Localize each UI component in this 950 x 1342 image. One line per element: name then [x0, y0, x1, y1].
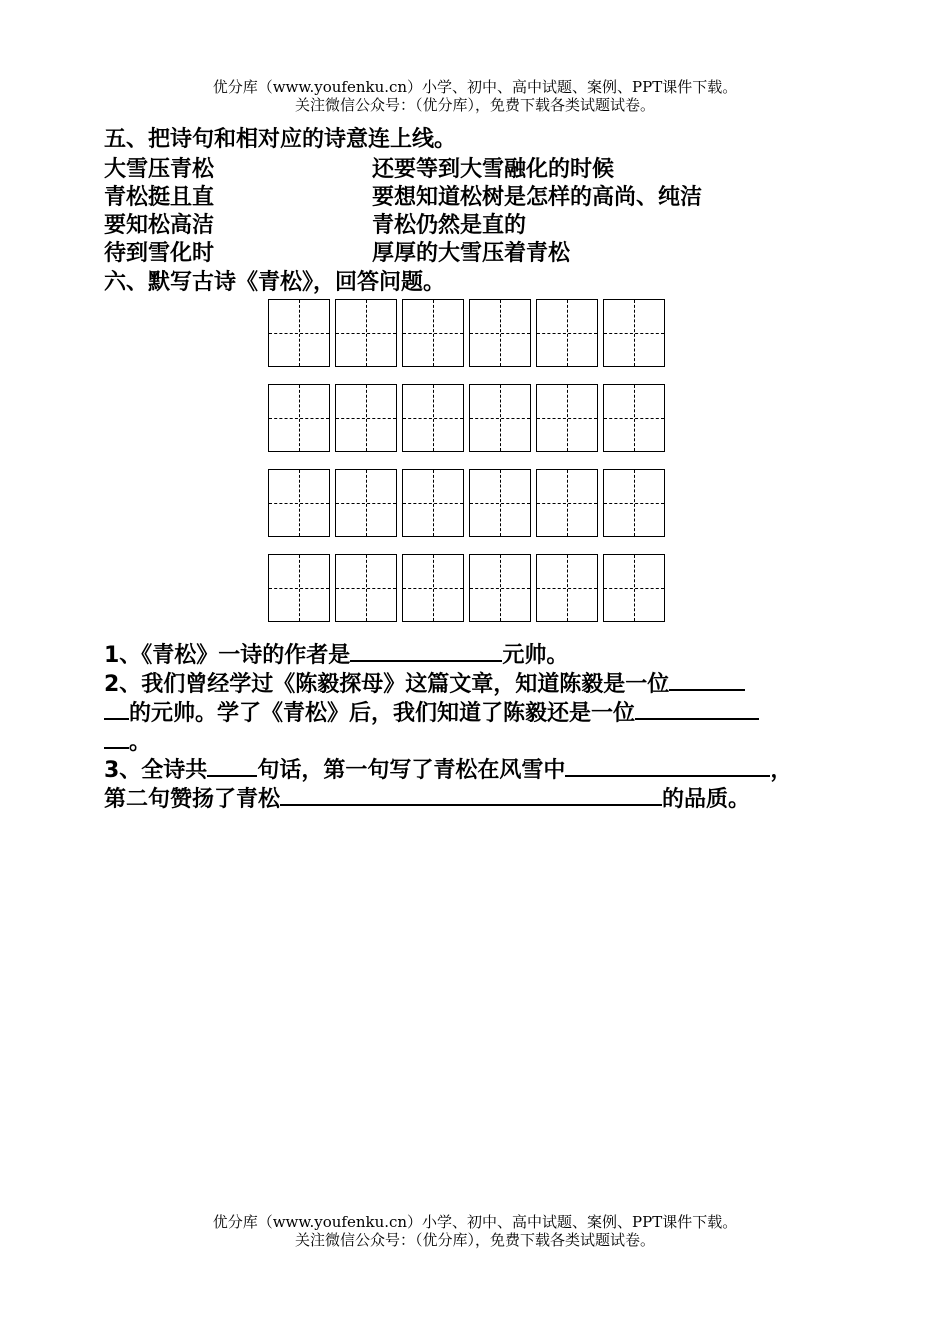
writing-cell[interactable]	[335, 554, 397, 622]
question-3-line-2	[104, 782, 750, 814]
writing-grid	[268, 299, 665, 639]
meaning-right-3: 青松仍然是直的	[372, 213, 527, 238]
writing-cell[interactable]	[335, 469, 397, 537]
writing-cell[interactable]	[469, 554, 531, 622]
q3-text-a: 3、全诗共	[104, 758, 208, 783]
grid-row	[268, 469, 665, 537]
footer-line-1: 优分库（www.youfenku.cn）小学、初中、高中试题、案例、PPT课件下载。	[212, 1213, 738, 1231]
writing-cell[interactable]	[268, 299, 330, 367]
header-line-1: 优分库（www.youfenku.cn）小学、初中、高中试题、案例、PPT课件下载。	[212, 78, 738, 96]
grid-row	[268, 384, 665, 452]
page-footer	[0, 1213, 950, 1249]
writing-cell[interactable]	[536, 384, 598, 452]
poem-line-left-3: 要知松高洁	[104, 213, 215, 238]
q1-text-b: 元帅。	[502, 643, 569, 668]
writing-cell[interactable]	[469, 299, 531, 367]
grid-row	[268, 554, 665, 622]
writing-cell[interactable]	[268, 469, 330, 537]
header-line-2: 关注微信公众号：（优分库），免费下载各类试题试卷。	[294, 96, 655, 114]
question-1	[104, 638, 568, 670]
page-header	[0, 78, 950, 114]
writing-cell[interactable]	[268, 384, 330, 452]
writing-cell[interactable]	[536, 299, 598, 367]
q2-text-a: 2、我们曾经学过《陈毅探母》这篇文章，知道陈毅是一位	[104, 672, 670, 697]
q3-answer-blank-2[interactable]	[565, 753, 770, 777]
writing-cell[interactable]	[335, 299, 397, 367]
section6-title: 六、默写古诗《青松》，回答问题。	[104, 270, 446, 295]
writing-cell[interactable]	[603, 384, 665, 452]
q3-text-d: 第二句赞扬了青松	[104, 787, 281, 812]
q3-text-c: ，	[770, 758, 793, 783]
q1-answer-blank[interactable]	[350, 638, 502, 662]
writing-cell[interactable]	[335, 384, 397, 452]
writing-cell[interactable]	[603, 299, 665, 367]
writing-cell[interactable]	[469, 469, 531, 537]
q3-answer-blank-3[interactable]	[280, 782, 662, 806]
writing-cell[interactable]	[402, 384, 464, 452]
poem-line-left-2: 青松挺且直	[104, 185, 215, 210]
writing-cell[interactable]	[603, 469, 665, 537]
writing-cell[interactable]	[402, 469, 464, 537]
q3-answer-blank-1[interactable]	[207, 753, 257, 777]
footer-line-2: 关注微信公众号：（优分库），免费下载各类试题试卷。	[294, 1231, 655, 1249]
writing-cell[interactable]	[268, 554, 330, 622]
q2-text-b: 的元帅。学了《青松》后，我们知道了陈毅还是一位	[129, 701, 636, 726]
q2-answer-blank-1[interactable]	[669, 667, 745, 691]
poem-line-left-1: 大雪压青松	[104, 157, 215, 182]
writing-cell[interactable]	[536, 469, 598, 537]
writing-cell[interactable]	[603, 554, 665, 622]
poem-line-left-4: 待到雪化时	[104, 241, 215, 266]
question-3-line-1	[104, 753, 792, 785]
question-2-line-1	[104, 667, 745, 699]
meaning-right-1: 还要等到大雪融化的时候	[372, 157, 615, 182]
question-2-line-2	[104, 696, 759, 728]
q3-text-e: 的品质。	[662, 787, 751, 812]
writing-cell[interactable]	[536, 554, 598, 622]
writing-cell[interactable]	[402, 554, 464, 622]
grid-row	[268, 299, 665, 367]
section5-title: 五、把诗句和相对应的诗意连上线。	[104, 127, 457, 152]
q1-text-a: 1、《青松》一诗的作者是	[104, 643, 351, 668]
q2-answer-blank-2[interactable]	[635, 696, 759, 720]
q2-answer-blank-2-cont[interactable]	[104, 725, 129, 749]
q3-text-b: 句话，第一句写了青松在风雪中	[257, 758, 566, 783]
writing-cell[interactable]	[402, 299, 464, 367]
meaning-right-2: 要想知道松树是怎样的高尚、纯洁	[372, 185, 703, 210]
writing-cell[interactable]	[469, 384, 531, 452]
q2-answer-blank-1-cont[interactable]	[104, 696, 129, 720]
meaning-right-4: 厚厚的大雪压着青松	[372, 241, 571, 266]
q2-text-c: 。	[129, 730, 152, 755]
